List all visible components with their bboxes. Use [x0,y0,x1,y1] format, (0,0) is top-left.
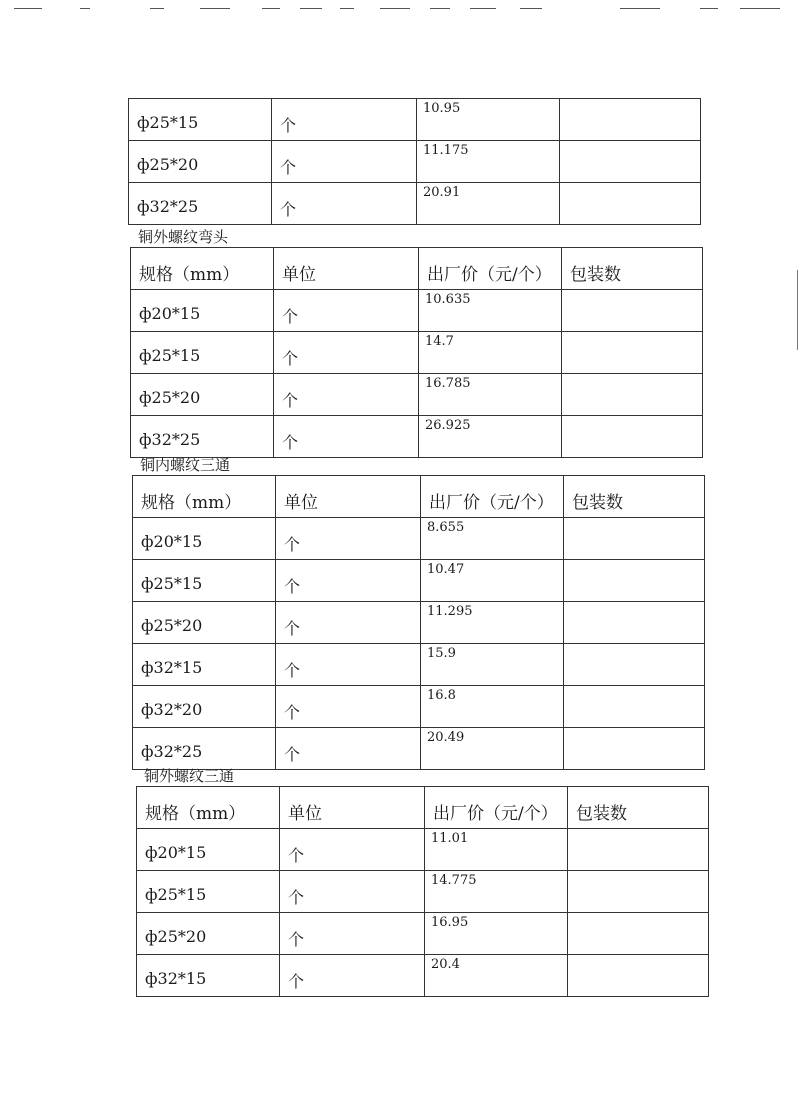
unit-value: 个 [284,535,301,554]
unit-value: 个 [288,972,305,991]
column-header-label: 出厂价（元/个） [433,804,558,824]
cell-pack [564,728,705,770]
pack-value [564,728,704,730]
pack-value [562,416,702,418]
cell-unit [272,141,417,183]
cell-spec [131,374,274,416]
price-value: 11.295 [427,604,473,619]
price-value: 26.925 [425,418,471,433]
price-value: 10.635 [425,292,471,307]
price-value: 16.8 [427,688,456,703]
price-value: 10.47 [427,562,465,577]
pack-value [568,871,708,873]
price-table-section [136,766,709,997]
cell-unit [276,602,421,644]
table-row [133,728,705,770]
cell-price [425,829,568,871]
cell-unit [280,913,425,955]
unit-value: 个 [284,619,301,638]
price-value: 8.655 [427,520,465,535]
spec-value: ф32*25 [137,197,199,216]
unit-value: 个 [284,703,301,722]
cell-pack [564,560,705,602]
cell-spec [131,290,274,332]
section-title: 铜外螺纹三通 [144,767,235,785]
table-row [137,913,709,955]
pack-value [564,560,704,562]
column-header-pack [564,476,705,518]
spec-value: ф25*20 [137,155,199,174]
unit-value: 个 [284,577,301,596]
pack-value [564,686,704,688]
price-value: 20.49 [427,730,465,745]
column-header-label: 出厂价（元/个） [429,493,554,513]
spec-value: ф25*15 [137,113,199,132]
unit-value: 个 [280,158,297,177]
cell-unit [276,728,421,770]
scan-edge-line [797,270,798,350]
cell-unit [276,686,421,728]
cell-price [421,644,564,686]
spec-value: ф25*20 [139,388,201,407]
cell-spec [131,416,274,458]
cell-spec [133,602,276,644]
table-row [137,955,709,997]
table-header-row [131,248,703,290]
table-header-row [137,787,709,829]
cell-unit [272,99,417,141]
cell-pack [560,183,701,225]
cell-spec [129,183,272,225]
table [132,475,705,770]
cell-unit [280,829,425,871]
column-header-label: 出厂价（元/个） [427,265,552,285]
table-row [131,332,703,374]
cell-price [419,332,562,374]
cell-unit [280,955,425,997]
cell-spec [129,141,272,183]
spec-value: ф25*15 [145,885,207,904]
cell-unit [274,416,419,458]
unit-value: 个 [284,661,301,680]
column-header-spec [131,248,274,290]
pack-value [560,99,700,101]
cell-spec [133,728,276,770]
column-header-label: 规格（mm） [145,804,246,824]
column-header-label: 包装数 [570,265,621,285]
cell-pack [568,829,709,871]
unit-value: 个 [288,888,305,907]
spec-value: ф32*20 [141,700,203,719]
unit-value: 个 [282,307,299,326]
column-header-label: 单位 [288,804,322,824]
cell-price [425,871,568,913]
cell-unit [274,374,419,416]
column-header-unit [276,476,421,518]
cell-pack [562,290,703,332]
cell-unit [276,560,421,602]
cell-pack [560,99,701,141]
pack-value [560,183,700,185]
cell-pack [568,913,709,955]
cell-price [419,290,562,332]
spec-value: ф25*20 [145,927,207,946]
table-row [137,829,709,871]
table-row [131,374,703,416]
cell-spec [137,955,280,997]
column-header-spec [137,787,280,829]
cell-pack [560,141,701,183]
column-header-label: 包装数 [572,493,623,513]
unit-value: 个 [288,930,305,949]
spec-value: ф25*15 [139,346,201,365]
column-header-pack [562,248,703,290]
table [128,98,701,225]
cell-price [421,560,564,602]
cell-spec [129,99,272,141]
spec-value: ф32*25 [141,742,203,761]
pack-value [568,955,708,957]
cell-price [421,728,564,770]
cell-unit [274,332,419,374]
cell-price [421,686,564,728]
cell-pack [564,686,705,728]
column-header-unit [274,248,419,290]
price-value: 14.7 [425,334,454,349]
pack-value [562,332,702,334]
cell-spec [133,644,276,686]
cell-price [419,416,562,458]
price-value: 11.175 [423,143,469,158]
table-row [137,871,709,913]
cell-price [417,141,560,183]
column-header-label: 包装数 [576,804,627,824]
column-header-unit [280,787,425,829]
scan-edge-marks [0,0,800,14]
cell-unit [274,290,419,332]
column-header-label: 单位 [282,265,316,285]
cell-spec [133,518,276,560]
column-header-price [421,476,564,518]
cell-price [417,183,560,225]
spec-value: ф20*15 [139,304,201,323]
table [130,247,703,458]
cell-spec [137,871,280,913]
table-row [131,290,703,332]
column-header-label: 规格（mm） [141,493,242,513]
unit-value: 个 [284,745,301,764]
cell-pack [568,955,709,997]
cell-unit [276,644,421,686]
unit-value: 个 [282,391,299,410]
unit-value: 个 [280,116,297,135]
pack-value [568,829,708,831]
pack-value [560,141,700,143]
spec-value: ф25*15 [141,574,203,593]
price-value: 20.4 [431,957,460,972]
table-row [131,416,703,458]
spec-value: ф32*25 [139,430,201,449]
cell-spec [137,829,280,871]
table-row [129,141,701,183]
table-row [133,686,705,728]
cell-spec [133,560,276,602]
price-table-continued [128,98,701,225]
spec-value: ф32*15 [145,969,207,988]
spec-value: ф32*15 [141,658,203,677]
price-value: 16.95 [431,915,469,930]
spec-value: ф25*20 [141,616,203,635]
pack-value [562,374,702,376]
price-value: 20.91 [423,185,461,200]
pack-value [564,602,704,604]
cell-price [417,99,560,141]
price-table-section [132,455,705,770]
cell-unit [272,183,417,225]
table-row [129,183,701,225]
pack-value [562,290,702,292]
column-header-price [425,787,568,829]
price-value: 16.785 [425,376,471,391]
cell-price [421,518,564,560]
pack-value [564,644,704,646]
cell-spec [131,332,274,374]
spec-value: ф20*15 [145,843,207,862]
column-header-label: 规格（mm） [139,265,240,285]
cell-pack [564,602,705,644]
section-title: 铜内螺纹三通 [140,456,231,474]
column-header-price [419,248,562,290]
cell-price [425,913,568,955]
table-row [129,99,701,141]
column-header-pack [568,787,709,829]
table [136,786,709,997]
table-row [133,518,705,560]
column-header-label: 单位 [284,493,318,513]
unit-value: 个 [282,433,299,452]
unit-value: 个 [288,846,305,865]
table-row [133,602,705,644]
column-header-spec [133,476,276,518]
price-table-section [130,227,703,458]
cell-pack [564,518,705,560]
table-row [133,644,705,686]
price-value: 11.01 [431,831,469,846]
cell-price [421,602,564,644]
spec-value: ф20*15 [141,532,203,551]
cell-unit [276,518,421,560]
cell-pack [568,871,709,913]
cell-pack [562,416,703,458]
table-header-row [133,476,705,518]
cell-price [425,955,568,997]
price-value: 10.95 [423,101,461,116]
cell-pack [564,644,705,686]
section-title: 铜外螺纹弯头 [138,228,229,246]
unit-value: 个 [280,200,297,219]
price-value: 14.775 [431,873,477,888]
table-row [133,560,705,602]
pack-value [564,518,704,520]
cell-price [419,374,562,416]
unit-value: 个 [282,349,299,368]
cell-pack [562,374,703,416]
cell-unit [280,871,425,913]
cell-spec [137,913,280,955]
pack-value [568,913,708,915]
price-value: 15.9 [427,646,456,661]
cell-pack [562,332,703,374]
cell-spec [133,686,276,728]
